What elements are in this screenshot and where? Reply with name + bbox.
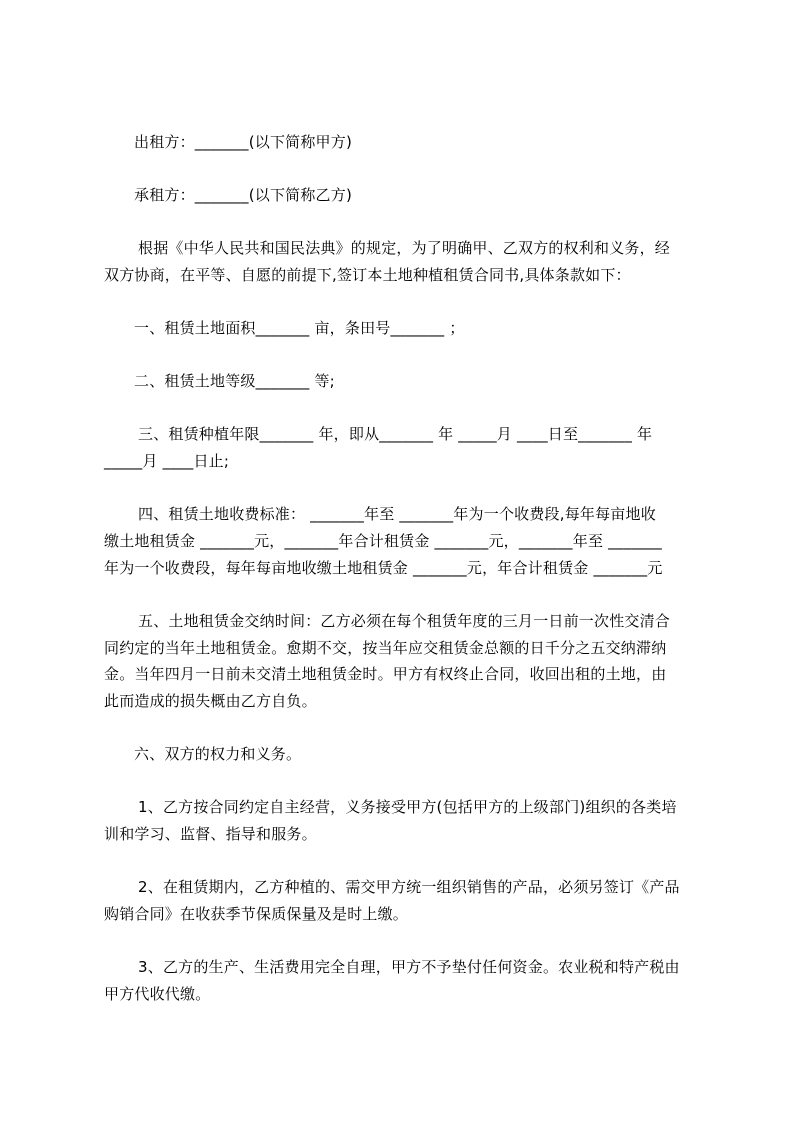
clause-3-line-1: 三、租赁种植年限_______ 年，即从_______ 年 _____月 ____日至_______ 年 — [138, 425, 653, 443]
clause-6-3-line-1: 3、乙方的生产、生活费用完全自理，甲方不予垫付任何资金。农业税和特产税由 — [138, 958, 680, 976]
clause-6-title: 六、双方的权力和义务。 — [134, 745, 302, 763]
clause-4-line-3: 年为一个收费段，每年每亩地收缴土地租赁金 _______元，年合计租赁金 _______元 — [104, 559, 663, 577]
clause-3-line-2: _____月 ____日止; — [104, 452, 230, 470]
clause-5-line-2: 同约定的当年土地租赁金。愈期不交，按当年应交租赁金总额的日千分之五交纳滞纳 — [104, 639, 667, 657]
preamble-line-1: 根据《中华人民共和国民法典》的规定，为了明确甲、乙双方的权利和义务，经 — [138, 239, 671, 257]
clause-6-1-line-1: 1、乙方按合同约定自主经营，义务接受甲方(包括甲方的上级部门)组织的各类培 — [138, 798, 677, 816]
clause-4-line-2: 缴土地租赁金 _______元，_______年合计租赁金 _______元，_______年至 _______ — [104, 532, 663, 550]
clause-5-line-4: 此而造成的损失概由乙方自负。 — [104, 692, 317, 710]
lessee-line: 承租方：_______(以下简称乙方) — [134, 186, 353, 204]
clause-2: 二、租赁土地等级_______ 等; — [134, 372, 335, 390]
preamble-line-2: 双方协商，在平等、自愿的前提下,签订本土地种植租赁合同书,具体条款如下： — [104, 266, 631, 284]
clause-5-line-3: 金。当年四月一日前未交清土地租赁金时。甲方有权终止合同，收回出租的土地，由 — [104, 665, 667, 683]
clause-5-line-1: 五、土地租赁金交纳时间：乙方必须在每个租赁年度的三月一日前一次性交清合 — [138, 612, 671, 630]
clause-6-2-line-1: 2、在租赁期内，乙方种植的、需交甲方统一组织销售的产品，必须另签订《产品 — [138, 878, 680, 896]
clause-6-3-line-2: 甲方代收代缴。 — [104, 985, 211, 1003]
lessor-line: 出租方：_______(以下简称甲方) — [134, 133, 353, 151]
clause-4-line-1: 四、租赁土地收费标准： _______年至 _______年为一个收费段,每年每亩地收 — [138, 505, 656, 523]
clause-6-2-line-2: 购销合同》在收获季节保质保量及是时上缴。 — [104, 905, 409, 923]
clause-1: 一、租赁土地面积_______ 亩，条田号_______ ； — [134, 319, 465, 337]
clause-6-1-line-2: 训和学习、监督、指导和服务。 — [104, 825, 317, 843]
